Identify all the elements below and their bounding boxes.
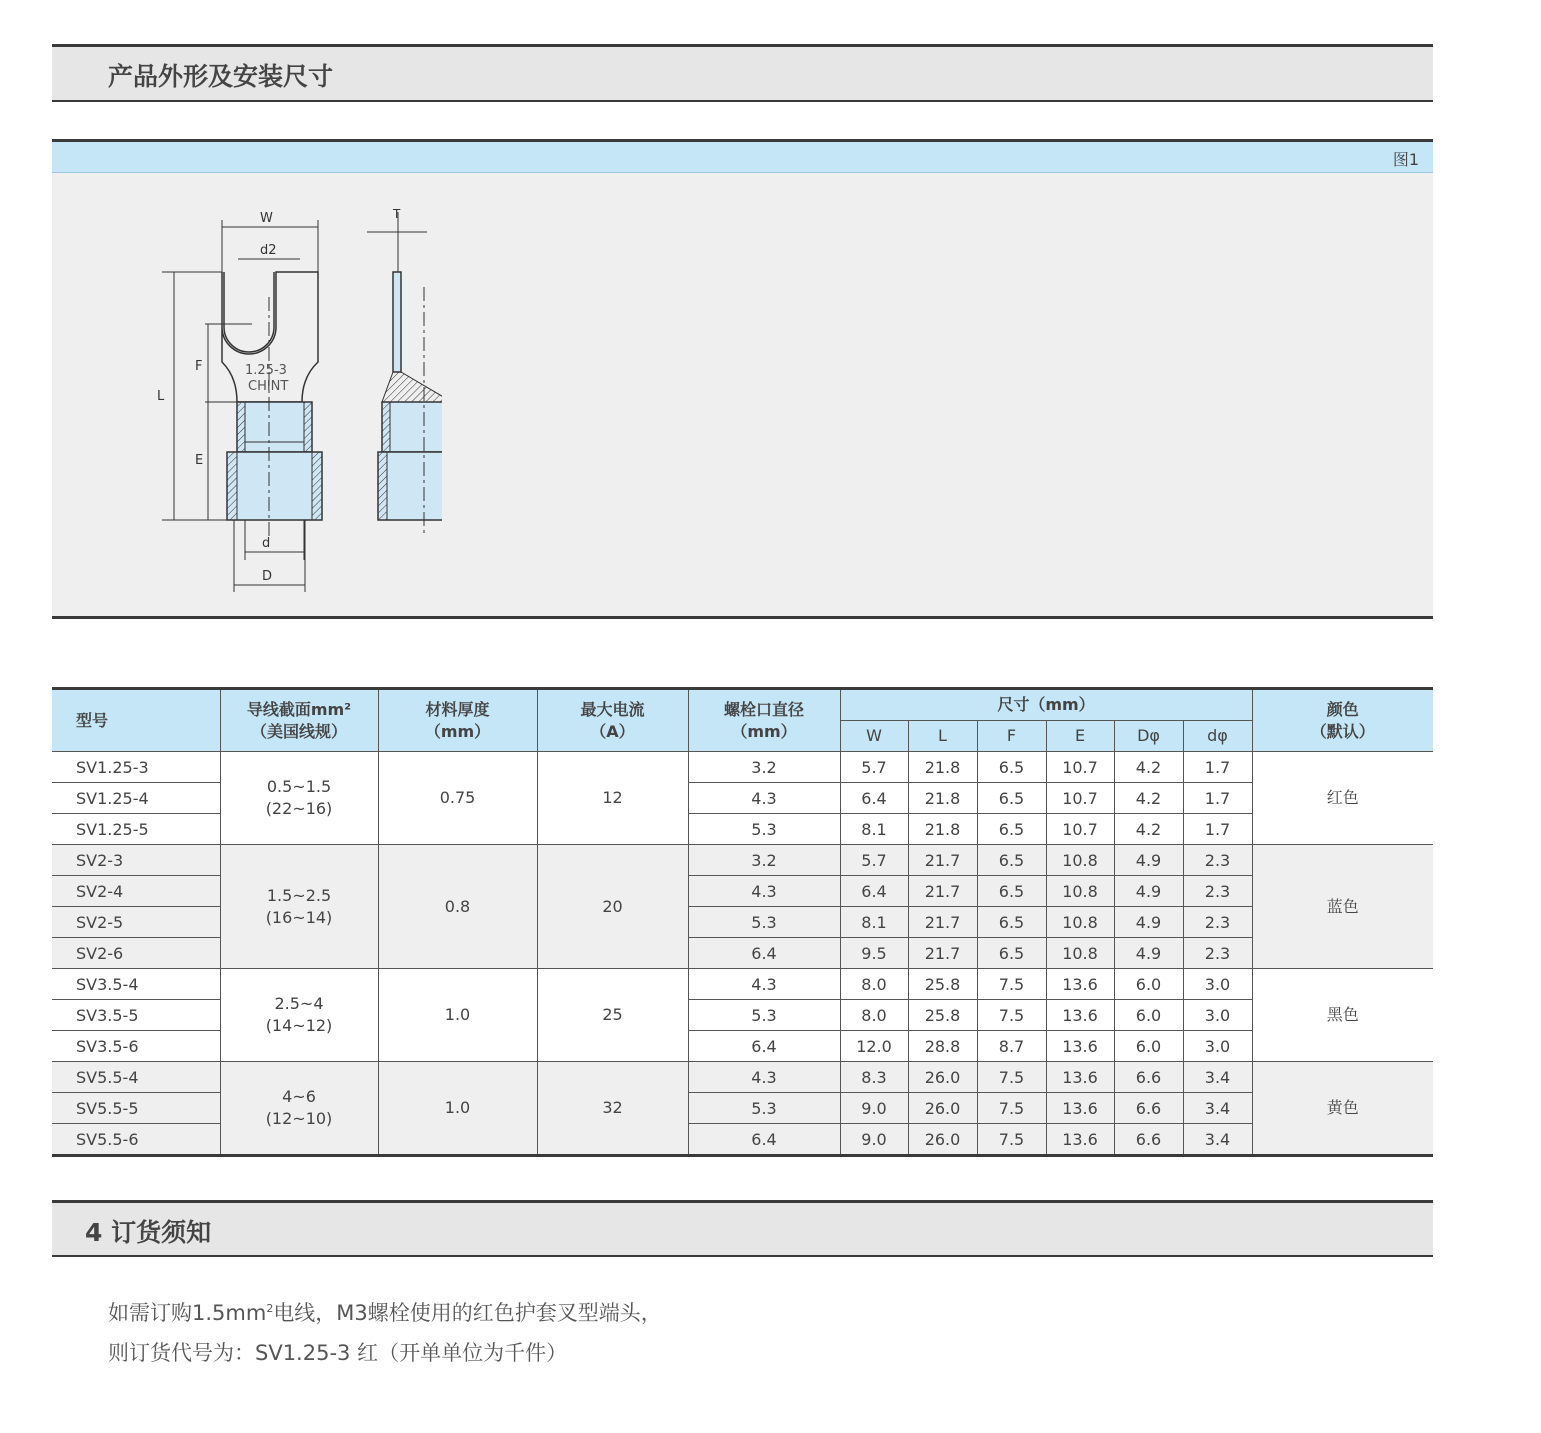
size-cell: 2.3	[1183, 907, 1252, 938]
size-cell: 1.7	[1183, 814, 1252, 845]
bolt-cell: 4.3	[688, 876, 840, 907]
header-size-col: L	[908, 721, 977, 752]
header-size-col: dφ	[1183, 721, 1252, 752]
figure-panel	[52, 139, 1433, 619]
table-row	[52, 1062, 1433, 1093]
section-header-ordering	[52, 1200, 1433, 1257]
header-size-col: W	[840, 721, 908, 752]
size-cell: 2.3	[1183, 938, 1252, 969]
size-cell: 5.7	[840, 845, 908, 876]
bolt-cell: 4.3	[688, 1062, 840, 1093]
bolt-cell: 5.3	[688, 907, 840, 938]
header-size-col: E	[1046, 721, 1114, 752]
size-cell: 8.1	[840, 814, 908, 845]
size-cell: 26.0	[908, 1124, 977, 1156]
size-cell: 2.3	[1183, 876, 1252, 907]
size-cell: 21.8	[908, 783, 977, 814]
size-cell: 25.8	[908, 969, 977, 1000]
size-cell: 1.7	[1183, 783, 1252, 814]
section-title: 产品外形及安装尺寸	[108, 62, 334, 91]
size-cell: 6.5	[977, 938, 1046, 969]
bolt-cell: 5.3	[688, 1000, 840, 1031]
size-cell: 6.6	[1114, 1093, 1183, 1124]
size-cell: 13.6	[1046, 1000, 1114, 1031]
model-cell: SV2-3	[52, 845, 220, 876]
size-cell: 10.8	[1046, 845, 1114, 876]
size-cell: 13.6	[1046, 969, 1114, 1000]
size-cell: 28.8	[908, 1031, 977, 1062]
header-model: 型号	[52, 689, 220, 752]
thickness-cell: 0.8	[378, 845, 537, 969]
size-cell: 7.5	[977, 969, 1046, 1000]
header-cross-section: 导线截面mm² （美国线规）	[220, 689, 378, 752]
size-cell: 21.8	[908, 814, 977, 845]
sleeve-lower	[227, 452, 322, 520]
side-sleeve-lower	[378, 452, 442, 520]
size-cell: 3.4	[1183, 1093, 1252, 1124]
size-cell: 4.2	[1114, 752, 1183, 783]
figure-bar	[52, 142, 1433, 173]
size-cell: 6.4	[840, 876, 908, 907]
figure-label: 图1	[1392, 150, 1419, 169]
size-cell: 3.4	[1183, 1124, 1252, 1156]
size-cell: 10.8	[1046, 938, 1114, 969]
size-cell: 6.5	[977, 783, 1046, 814]
size-cell: 6.6	[1114, 1062, 1183, 1093]
sleeve-upper	[237, 402, 312, 452]
thickness-cell: 1.0	[378, 1062, 537, 1156]
size-cell: 10.7	[1046, 752, 1114, 783]
section-header-dimensions	[52, 44, 1433, 102]
cross-section-cell: 2.5~4 (14~12)	[220, 969, 378, 1062]
size-cell: 10.8	[1046, 876, 1114, 907]
marking-line1: 1.25-3	[245, 363, 287, 378]
size-cell: 8.3	[840, 1062, 908, 1093]
color-cell: 蓝色	[1252, 845, 1433, 969]
bolt-cell: 6.4	[688, 1124, 840, 1156]
current-cell: 25	[537, 969, 688, 1062]
size-cell: 6.5	[977, 876, 1046, 907]
size-cell: 4.2	[1114, 814, 1183, 845]
size-cell: 3.0	[1183, 969, 1252, 1000]
size-cell: 10.7	[1046, 783, 1114, 814]
size-cell: 26.0	[908, 1093, 977, 1124]
header-bolt: 螺栓口直径 （mm）	[688, 689, 840, 752]
model-cell: SV3.5-6	[52, 1031, 220, 1062]
size-cell: 1.7	[1183, 752, 1252, 783]
size-cell: 4.9	[1114, 907, 1183, 938]
size-cell: 10.8	[1046, 907, 1114, 938]
size-cell: 6.5	[977, 845, 1046, 876]
size-cell: 25.8	[908, 1000, 977, 1031]
model-cell: SV2-5	[52, 907, 220, 938]
size-cell: 6.4	[840, 783, 908, 814]
order-note-line2: 则订货代号为：SV1.25-3 红（开单单位为千件）	[108, 1341, 568, 1365]
size-cell: 21.7	[908, 938, 977, 969]
table-row	[52, 752, 1433, 783]
size-cell: 3.0	[1183, 1031, 1252, 1062]
model-cell: SV2-6	[52, 938, 220, 969]
size-cell: 6.0	[1114, 969, 1183, 1000]
size-cell: 4.9	[1114, 938, 1183, 969]
size-cell: 21.7	[908, 845, 977, 876]
size-cell: 6.0	[1114, 1000, 1183, 1031]
header-size-col: F	[977, 721, 1046, 752]
size-cell: 4.9	[1114, 845, 1183, 876]
bolt-cell: 6.4	[688, 1031, 840, 1062]
size-cell: 6.0	[1114, 1031, 1183, 1062]
model-cell: SV5.5-4	[52, 1062, 220, 1093]
size-cell: 6.5	[977, 814, 1046, 845]
size-cell: 6.5	[977, 907, 1046, 938]
size-cell: 4.9	[1114, 876, 1183, 907]
header-size-col: Dφ	[1114, 721, 1183, 752]
size-cell: 9.5	[840, 938, 908, 969]
model-cell: SV5.5-5	[52, 1093, 220, 1124]
current-cell: 32	[537, 1062, 688, 1156]
size-cell: 8.0	[840, 1000, 908, 1031]
color-cell: 黄色	[1252, 1062, 1433, 1156]
model-cell: SV3.5-5	[52, 1000, 220, 1031]
size-cell: 4.2	[1114, 783, 1183, 814]
size-cell: 8.1	[840, 907, 908, 938]
size-cell: 7.5	[977, 1093, 1046, 1124]
size-cell: 21.7	[908, 876, 977, 907]
size-cell: 7.5	[977, 1000, 1046, 1031]
svg-text:D: D	[262, 569, 273, 584]
size-cell: 3.4	[1183, 1062, 1252, 1093]
model-cell: SV3.5-4	[52, 969, 220, 1000]
svg-text:F: F	[195, 359, 203, 374]
table-row	[52, 969, 1433, 1000]
model-cell: SV1.25-3	[52, 752, 220, 783]
spec-table	[52, 687, 1433, 1157]
current-cell: 12	[537, 752, 688, 845]
size-cell: 5.7	[840, 752, 908, 783]
size-cell: 13.6	[1046, 1031, 1114, 1062]
bolt-cell: 6.4	[688, 938, 840, 969]
size-cell: 7.5	[977, 1124, 1046, 1156]
size-cell: 10.7	[1046, 814, 1114, 845]
model-cell: SV5.5-6	[52, 1124, 220, 1156]
size-cell: 7.5	[977, 1062, 1046, 1093]
size-cell: 21.8	[908, 752, 977, 783]
thickness-cell: 0.75	[378, 752, 537, 845]
model-cell: SV1.25-5	[52, 814, 220, 845]
cross-section-cell: 0.5~1.5 (22~16)	[220, 752, 378, 845]
size-cell: 13.6	[1046, 1093, 1114, 1124]
bolt-cell: 3.2	[688, 845, 840, 876]
model-cell: SV1.25-4	[52, 783, 220, 814]
size-cell: 9.0	[840, 1093, 908, 1124]
bolt-cell: 5.3	[688, 1093, 840, 1124]
svg-text:L: L	[157, 389, 165, 404]
size-cell: 8.7	[977, 1031, 1046, 1062]
bolt-cell: 4.3	[688, 969, 840, 1000]
size-cell: 26.0	[908, 1062, 977, 1093]
svg-text:d: d	[262, 536, 271, 551]
size-cell: 6.5	[977, 752, 1046, 783]
section-title: 4 订货须知	[85, 1218, 212, 1247]
thickness-cell: 1.0	[378, 969, 537, 1062]
current-cell: 20	[537, 845, 688, 969]
header-color: 颜色 （默认）	[1252, 689, 1433, 752]
size-cell: 3.0	[1183, 1000, 1252, 1031]
size-cell: 21.7	[908, 907, 977, 938]
model-cell: SV2-4	[52, 876, 220, 907]
bolt-cell: 5.3	[688, 814, 840, 845]
size-cell: 12.0	[840, 1031, 908, 1062]
header-current: 最大电流 （A）	[537, 689, 688, 752]
bolt-cell: 3.2	[688, 752, 840, 783]
cross-section-cell: 1.5~2.5 (16~14)	[220, 845, 378, 969]
svg-text:T: T	[393, 207, 401, 221]
table-row	[52, 845, 1433, 876]
size-cell: 6.6	[1114, 1124, 1183, 1156]
side-sleeve-upper	[382, 402, 442, 452]
size-cell: 9.0	[840, 1124, 908, 1156]
svg-text:E: E	[195, 453, 204, 468]
color-cell: 红色	[1252, 752, 1433, 845]
header-size: 尺寸（mm）	[840, 689, 1252, 721]
size-cell: 13.6	[1046, 1124, 1114, 1156]
cross-section-cell: 4~6 (12~10)	[220, 1062, 378, 1156]
order-note-line1: 如需订购$1.5mm^2$电线，M3螺栓使用的红色护套叉型端头，	[108, 1301, 662, 1325]
marking-line2: CHINT	[248, 379, 289, 394]
svg-text:d2: d2	[260, 243, 277, 258]
svg-text:W: W	[260, 211, 273, 226]
color-cell: 黑色	[1252, 969, 1433, 1062]
size-cell: 2.3	[1183, 845, 1252, 876]
size-cell: 8.0	[840, 969, 908, 1000]
bolt-cell: 4.3	[688, 783, 840, 814]
size-cell: 13.6	[1046, 1062, 1114, 1093]
terminal-drawing	[102, 202, 442, 602]
side-blade	[393, 272, 401, 372]
header-thickness: 材料厚度 （mm）	[378, 689, 537, 752]
